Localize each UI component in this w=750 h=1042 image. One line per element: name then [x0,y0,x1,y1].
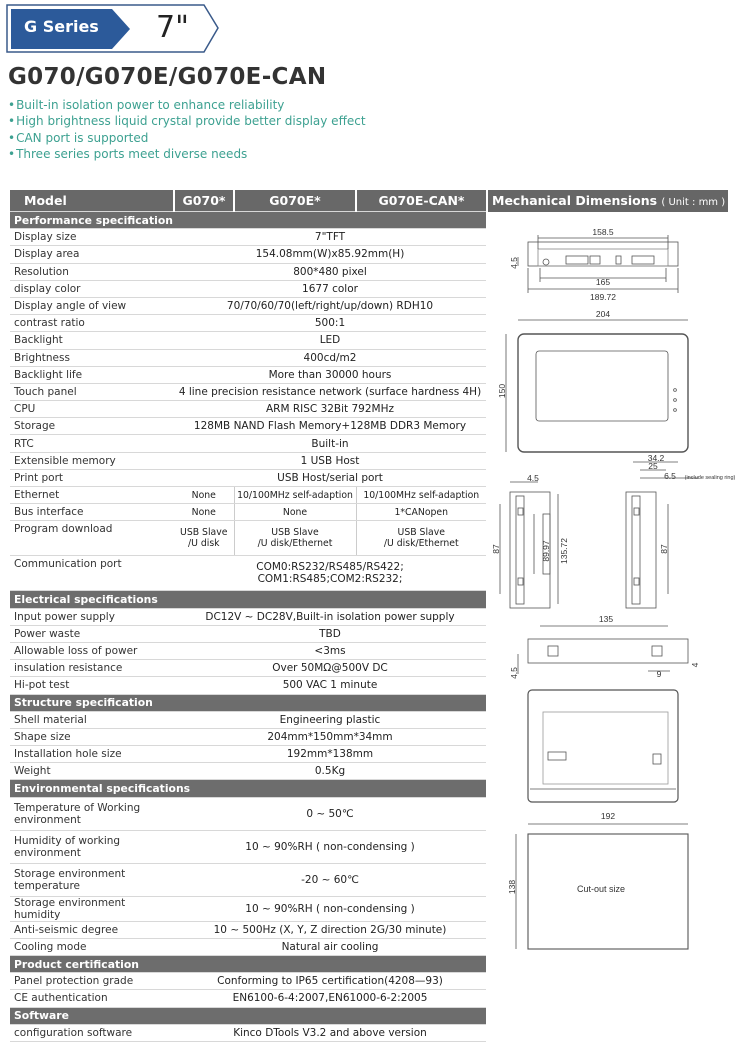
row-value: None [174,504,234,521]
row-value: Over 50MΩ@500V DC [174,660,486,677]
row-label: Anti-seismic degree [10,921,174,938]
section-performance: Performance specification [10,212,486,229]
row-label: Backlight [10,332,174,349]
row-value: 500 VAC 1 minute [174,677,486,694]
table-row [10,280,486,297]
row-label: Program download [10,521,174,556]
feature-item: • CAN port is supported [8,130,366,146]
row-value: 400cd/m2 [174,349,486,366]
ethernet-port-icon [590,256,600,264]
row-value: None [234,504,356,521]
mechanical-unit: ( Unit : mm ) [661,197,726,208]
feature-list [8,97,366,162]
row-value: 800*480 pixel [174,263,486,280]
row-value: 10 ~ 90%RH ( non-condensing ) [174,896,486,921]
dim-label: 9 [656,669,662,679]
row-label: Cooling mode [10,938,174,955]
cell-line: COM1:RS485;COM2:RS232; [257,573,403,586]
row-value: 128MB NAND Flash Memory+128MB DDR3 Memory [174,418,486,435]
row-label: CE authentication [10,990,174,1007]
row-label: Power waste [10,625,174,642]
table-row [10,1024,486,1041]
row-value: ARM RISC 32Bit 792MHz [174,401,486,418]
row-value: 1 USB Host [174,452,486,469]
row-value: None [174,487,234,504]
table-row [10,863,486,896]
side-view-body-2 [626,492,656,608]
table-row [10,896,486,921]
row-label: Shape size [10,728,174,745]
cell-line: COM0:RS232/RS485/RS422; [256,561,404,574]
cell-line: /U disk/Ethernet [383,538,459,550]
table-row [10,349,486,366]
table-row [10,677,486,694]
row-label: Input power supply [10,608,174,625]
row-value: 0.5Kg [174,763,486,780]
row-value: 10 ~ 500Hz (X, Y, Z direction 2G/30 minute) [174,921,486,938]
series-label: G Series [24,17,99,36]
row-value: More than 30000 hours [174,366,486,383]
row-label: contrast ratio [10,315,174,332]
table-row [10,452,486,469]
row-label: Extensible memory [10,452,174,469]
row-value [174,556,486,591]
row-label: Communication port [10,556,174,591]
row-label: Installation hole size [10,746,174,763]
row-value: TBD [174,625,486,642]
row-value: Natural air cooling [174,938,486,955]
table-row [10,973,486,990]
table-row [10,660,486,677]
terminal-block-icon [548,752,566,760]
spec-table [10,190,486,1042]
row-value: 204mm*150mm*34mm [174,728,486,745]
row-label: Weight [10,763,174,780]
table-row [10,469,486,486]
bottom-view-body [528,639,688,663]
table-row [10,418,486,435]
row-value: 70/70/60/70(left/right/up/down) RDH10 [174,297,486,314]
section-electrical: Electrical specifications [10,591,486,608]
table-row [10,625,486,642]
mechanical-drawing [488,214,738,984]
dim-label: 135.72 [559,538,569,564]
table-row [10,830,486,863]
row-value: 1677 color [174,280,486,297]
row-value: <3ms [174,642,486,659]
table-row [10,746,486,763]
section-environmental: Environmental specifications [10,780,486,797]
table-header [10,190,486,212]
mechanical-title: Mechanical Dimensions [492,193,658,208]
row-label: Storage [10,418,174,435]
dim-label: 150 [497,383,507,399]
row-label: insulation resistance [10,660,174,677]
section-structure: Structure specification [10,694,486,711]
cell-line: temperature [14,879,80,892]
dim-label: 4 [690,662,700,668]
series-banner [6,4,218,52]
dim-label: 135 [598,614,614,624]
row-label: Display area [10,246,174,263]
table-row [10,642,486,659]
row-label [10,863,174,896]
row-value: 192mm*138mm [174,746,486,763]
row-value: LED [174,332,486,349]
table-row [10,246,486,263]
dim-label: 204 [595,309,611,319]
row-value [234,521,356,556]
row-label: CPU [10,401,174,418]
cell-line: environment [14,846,81,859]
row-value: -20 ~ 60℃ [174,863,486,896]
dim-label: 6.5 [664,471,676,481]
table-row [10,263,486,280]
row-label: Bus interface [10,504,174,521]
dim-label: 4.5 [527,473,539,483]
row-label: Touch panel [10,383,174,400]
row-value: 10/100MHz self-adaption [356,487,486,504]
row-value: EN6100-6-4:2007,EN61000-6-2:2005 [174,990,486,1007]
table-row [10,797,486,830]
table-row [10,487,486,504]
top-view-body [528,242,678,266]
dim-label: 165 [595,277,611,287]
row-label: display color [10,280,174,297]
section-software: Software [10,1007,486,1024]
section-certification: Product certification [10,956,486,973]
product-title: G070/G070E/G070E-CAN [8,64,327,90]
row-label: Display angle of view [10,297,174,314]
model-header: Model [10,190,174,212]
row-label: Backlight life [10,366,174,383]
cell-line: Temperature of Working [14,801,141,814]
table-row [10,297,486,314]
row-label: Print port [10,469,174,486]
dim-label: 189.72 [590,292,616,302]
mechanical-header [488,190,728,212]
feature-item: • High brightness liquid crystal provide better display effect [8,113,366,129]
dim-label: 158.5 [592,227,614,237]
row-label: Storage environment humidity [10,896,174,921]
row-value: 500:1 [174,315,486,332]
usb-port-icon [616,256,621,264]
table-row [10,938,486,955]
dim-label: 89.97 [541,540,551,562]
row-label: Ethernet [10,487,174,504]
row-value: Kinco DTools V3.2 and above version [174,1024,486,1041]
row-value: 1*CANopen [356,504,486,521]
row-label: Allowable loss of power [10,642,174,659]
cell-line: USB Slave [271,527,319,539]
cell-line: Humidity of working [14,834,121,847]
row-label: configuration software [10,1024,174,1041]
table-row [10,990,486,1007]
serial-port-icon [632,256,654,264]
table-row [10,711,486,728]
front-view-body [518,334,688,452]
row-label [10,830,174,863]
table-row [10,229,486,246]
table-row [10,332,486,349]
row-label: Display size [10,229,174,246]
table-row [10,921,486,938]
cell-line: /U disk [187,538,220,550]
feature-item: • Built-in isolation power to enhance reliability [8,97,366,113]
cell-line: USB Slave [180,527,228,539]
serial-port-icon [566,256,588,264]
row-value [356,521,486,556]
table-row [10,504,486,521]
table-row [10,728,486,745]
cell-line: environment [14,813,81,826]
dim-label: 138 [507,879,517,895]
table-row [10,401,486,418]
cell-line: Storage environment [14,867,126,880]
dim-label: 34.2 [647,453,665,463]
row-label: RTC [10,435,174,452]
table-row [10,763,486,780]
dim-label: 25 [648,461,658,471]
cell-line: /U disk/Ethernet [257,538,333,550]
screen-size-label: 7" [156,10,189,45]
row-value: DC12V ~ DC28V,Built-in isolation power supply [174,608,486,625]
table-row [10,435,486,452]
table-row [10,315,486,332]
row-label: Panel protection grade [10,973,174,990]
dim-label: 87 [491,544,501,554]
table-row [10,521,486,556]
table-row [10,366,486,383]
row-value: 7"TFT [174,229,486,246]
table-row [10,556,486,591]
table-row [10,608,486,625]
dim-label: 192 [600,811,616,821]
feature-item: • Three series ports meet diverse needs [8,146,366,162]
table-row [10,383,486,400]
row-value: Built-in [174,435,486,452]
row-value: 10/100MHz self-adaption [234,487,356,504]
dim-label: (include sealing ring) [684,475,736,481]
row-value: 154.08mm(W)x85.92mm(H) [174,246,486,263]
dim-label: 4.5 [509,667,519,679]
row-value: 4 line precision resistance network (surface hardness 4H) [174,383,486,400]
row-value: Conforming to IP65 certification(4208—93) [174,973,486,990]
row-label: Shell material [10,711,174,728]
row-label: Hi-pot test [10,677,174,694]
row-value: Engineering plastic [174,711,486,728]
back-view-body [528,690,678,802]
model-g070-header: G070* [174,190,234,212]
row-label: Resolution [10,263,174,280]
row-value: 10 ~ 90%RH ( non-condensing ) [174,830,486,863]
model-g070ecan-header: G070E-CAN* [356,190,486,212]
row-label [10,797,174,830]
row-value [174,521,234,556]
row-value: USB Host/serial port [174,469,486,486]
model-g070e-header: G070E* [234,190,356,212]
cell-line: USB Slave [397,527,445,539]
cutout-label: Cut-out size [576,884,626,894]
row-value: 0 ~ 50℃ [174,797,486,830]
dim-label: 87 [659,544,669,554]
dim-label: 4.5 [509,257,519,269]
row-label: Brightness [10,349,174,366]
